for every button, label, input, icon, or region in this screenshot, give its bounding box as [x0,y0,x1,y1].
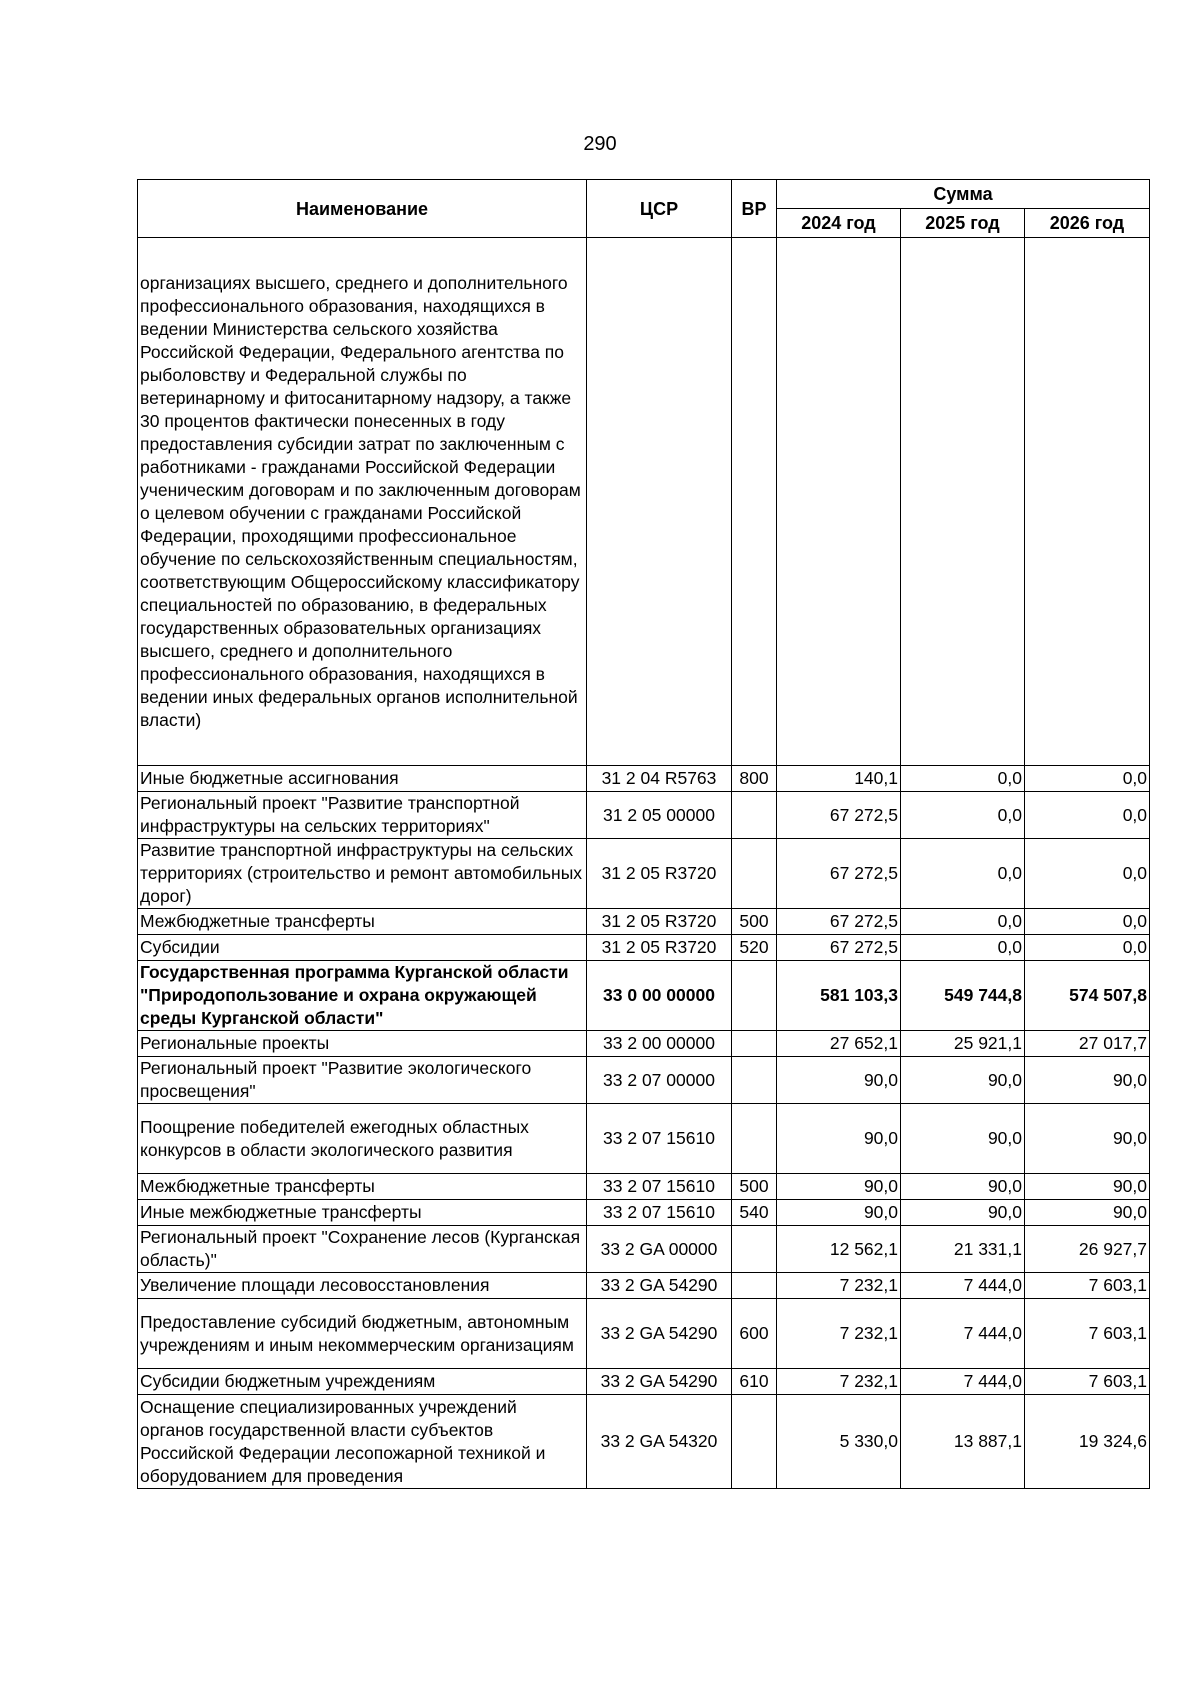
row-csr-cell: 33 2 GA 54290 [587,1299,732,1369]
row-2026-cell: 0,0 [1025,839,1150,909]
row-2024-cell: 7 232,1 [777,1273,901,1299]
table-row [138,1369,1150,1395]
row-name-cell: Субсидии [138,935,587,961]
row-vr-cell [732,1057,777,1104]
row-name-cell: Оснащение специализированных учреждений органов государственной власти субъектов Российской Федерации лесопожарной техникой и оборудованием для проведения [138,1395,587,1489]
row-name-cell: Иные межбюджетные трансферты [138,1200,587,1226]
row-2026-cell: 0,0 [1025,935,1150,961]
row-name-cell: Региональный проект "Сохранение лесов (Курганская область)" [138,1226,587,1273]
row-2024-cell: 581 103,3 [777,961,901,1031]
row-2026-cell: 0,0 [1025,909,1150,935]
row-2024-cell: 27 652,1 [777,1031,901,1057]
row-vr-cell: 800 [732,766,777,792]
row-csr-cell: 33 2 GA 54320 [587,1395,732,1489]
row-2026-cell: 7 603,1 [1025,1273,1150,1299]
table-body [138,238,1150,1489]
row-vr-cell: 520 [732,935,777,961]
row-vr-cell [732,238,777,766]
row-name-cell: Иные бюджетные ассигнования [138,766,587,792]
row-2025-cell: 7 444,0 [901,1369,1025,1395]
row-vr-cell: 500 [732,909,777,935]
row-vr-cell [732,1273,777,1299]
table-row [138,1104,1150,1174]
row-vr-cell [732,839,777,909]
row-2026-cell: 90,0 [1025,1104,1150,1174]
row-vr-cell: 600 [732,1299,777,1369]
row-csr-cell [587,238,732,766]
row-2025-cell: 90,0 [901,1200,1025,1226]
row-csr-cell: 33 2 GA 54290 [587,1273,732,1299]
row-2025-cell: 25 921,1 [901,1031,1025,1057]
table-row [138,1057,1150,1104]
header-year-2025: 2025 год [901,209,1025,238]
row-2026-cell: 574 507,8 [1025,961,1150,1031]
row-csr-cell: 33 2 07 15610 [587,1174,732,1200]
table-row [138,839,1150,909]
row-2026-cell: 90,0 [1025,1174,1150,1200]
row-2024-cell: 67 272,5 [777,839,901,909]
row-2025-cell: 90,0 [901,1057,1025,1104]
row-vr-cell [732,1031,777,1057]
row-vr-cell [732,961,777,1031]
row-csr-cell: 33 2 07 15610 [587,1104,732,1174]
row-2024-cell: 5 330,0 [777,1395,901,1489]
row-vr-cell [732,1226,777,1273]
header-vr: ВР [732,180,777,238]
row-name-cell: Развитие транспортной инфраструктуры на сельских территориях (строительство и ремонт автомобильных дорог) [138,839,587,909]
row-2025-cell: 7 444,0 [901,1273,1025,1299]
row-2025-cell: 7 444,0 [901,1299,1025,1369]
row-csr-cell: 33 2 00 00000 [587,1031,732,1057]
row-2026-cell: 0,0 [1025,792,1150,839]
row-name-cell: Межбюджетные трансферты [138,1174,587,1200]
row-2025-cell: 90,0 [901,1174,1025,1200]
row-2025-cell: 0,0 [901,766,1025,792]
row-2024-cell: 90,0 [777,1174,901,1200]
row-2024-cell [777,238,901,766]
row-vr-cell [732,1395,777,1489]
row-csr-cell: 31 2 05 00000 [587,792,732,839]
row-name-cell: Предоставление субсидий бюджетным, автономным учреждениям и иным некоммерческим организациям [138,1299,587,1369]
row-2025-cell: 0,0 [901,792,1025,839]
row-2025-cell: 13 887,1 [901,1395,1025,1489]
row-2026-cell: 7 603,1 [1025,1299,1150,1369]
row-vr-cell: 540 [732,1200,777,1226]
row-csr-cell: 31 2 05 R3720 [587,909,732,935]
budget-table [137,179,1150,1489]
table-row [138,1299,1150,1369]
header-csr: ЦСР [587,180,732,238]
row-2025-cell [901,238,1025,766]
row-2026-cell: 7 603,1 [1025,1369,1150,1395]
table-row [138,1273,1150,1299]
table-row [138,766,1150,792]
header-name: Наименование [138,180,587,238]
table-row [138,935,1150,961]
row-2024-cell: 90,0 [777,1057,901,1104]
header-year-2024: 2024 год [777,209,901,238]
row-csr-cell: 33 2 GA 00000 [587,1226,732,1273]
row-2025-cell: 21 331,1 [901,1226,1025,1273]
row-2025-cell: 0,0 [901,839,1025,909]
row-2026-cell: 0,0 [1025,766,1150,792]
row-csr-cell: 33 2 07 00000 [587,1057,732,1104]
row-name-cell: Региональный проект "Развитие экологического просвещения" [138,1057,587,1104]
row-2026-cell: 27 017,7 [1025,1031,1150,1057]
row-2025-cell: 0,0 [901,909,1025,935]
row-2024-cell: 90,0 [777,1104,901,1174]
row-vr-cell [732,1104,777,1174]
row-2025-cell: 0,0 [901,935,1025,961]
row-2024-cell: 67 272,5 [777,909,901,935]
row-2024-cell: 90,0 [777,1200,901,1226]
header-year-2026: 2026 год [1025,209,1150,238]
row-2026-cell: 19 324,6 [1025,1395,1150,1489]
table-row [138,961,1150,1031]
table-row [138,238,1150,766]
row-2025-cell: 90,0 [901,1104,1025,1174]
table-header [138,180,1150,238]
row-2026-cell [1025,238,1150,766]
row-vr-cell: 500 [732,1174,777,1200]
row-name-cell: Увеличение площади лесовосстановления [138,1273,587,1299]
row-name-cell: Субсидии бюджетным учреждениям [138,1369,587,1395]
row-csr-cell: 31 2 05 R3720 [587,935,732,961]
row-2026-cell: 90,0 [1025,1057,1150,1104]
row-2026-cell: 26 927,7 [1025,1226,1150,1273]
row-name-cell: Поощрение победителей ежегодных областных конкурсов в области экологического развития [138,1104,587,1174]
row-csr-cell: 33 0 00 00000 [587,961,732,1031]
row-csr-cell: 31 2 05 R3720 [587,839,732,909]
row-2024-cell: 7 232,1 [777,1299,901,1369]
row-name-cell: организациях высшего, среднего и дополнительного профессионального образования, находящихся в ведении Министерства сельского хозяйства Российской Федерации, Федерального агентства по рыболовству и Федеральной службы по ветеринарному и фитосанитарному надзору, а также 30 процентов фактически понесенных в году предоставления субсидии затрат по заключенным с работниками - гражданами Российской Федерации ученическим договорам и по заключенным договорам о целевом обучении с гражданами Российской Федерации, проходящими профессиональное обучение по сельскохозяйственным специальностям, соответствующим Общероссийскому классификатору специальностей по образованию, в федеральных государственных образовательных организациях высшего, среднего и дополнительного профессионального образования, находящихся в ведении иных федеральных органов исполнительной власти) [138,238,587,766]
row-name-cell: Государственная программа Курганской области "Природопользование и охрана окружающей среды Курганской области" [138,961,587,1031]
row-vr-cell [732,792,777,839]
row-2025-cell: 549 744,8 [901,961,1025,1031]
row-2024-cell: 12 562,1 [777,1226,901,1273]
table-row [138,1395,1150,1489]
row-csr-cell: 31 2 04 R5763 [587,766,732,792]
row-csr-cell: 33 2 GA 54290 [587,1369,732,1395]
table-row [138,909,1150,935]
row-2024-cell: 140,1 [777,766,901,792]
table-row [138,792,1150,839]
row-name-cell: Межбюджетные трансферты [138,909,587,935]
header-sum: Сумма [777,180,1150,209]
table-row [138,1226,1150,1273]
row-2024-cell: 7 232,1 [777,1369,901,1395]
row-2026-cell: 90,0 [1025,1200,1150,1226]
row-csr-cell: 33 2 07 15610 [587,1200,732,1226]
table-row [138,1031,1150,1057]
row-2024-cell: 67 272,5 [777,935,901,961]
row-name-cell: Региональные проекты [138,1031,587,1057]
row-2024-cell: 67 272,5 [777,792,901,839]
table-row [138,1200,1150,1226]
page-number: 290 [583,133,617,155]
row-vr-cell: 610 [732,1369,777,1395]
table-row [138,1174,1150,1200]
row-name-cell: Региональный проект "Развитие транспортной инфраструктуры на сельских территориях" [138,792,587,839]
